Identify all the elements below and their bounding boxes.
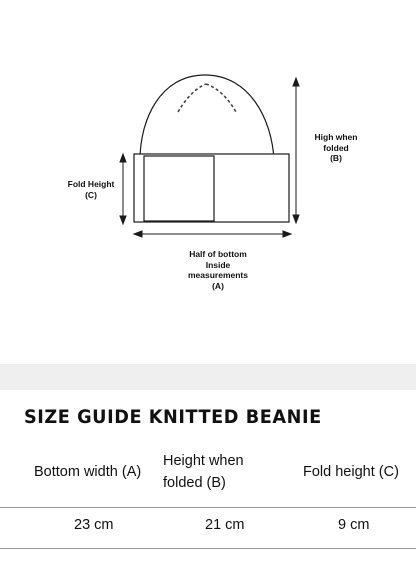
label-half-of-bottom bbox=[168, 249, 268, 291]
half-bottom-line3: measurements bbox=[187, 270, 248, 280]
half-bottom-line1: Half of bottom bbox=[189, 249, 247, 259]
header-fold-height-code: (C) bbox=[378, 464, 399, 480]
section-divider-band bbox=[0, 364, 416, 390]
fold-height-code: (C) bbox=[85, 189, 97, 200]
table-rule-bottom bbox=[0, 548, 416, 549]
header-height-line2: folded bbox=[163, 475, 203, 491]
cell-fold-height: 9 cm bbox=[338, 517, 370, 533]
high-when-folded-line2: folded bbox=[323, 142, 349, 153]
header-bottom-width bbox=[34, 461, 141, 483]
label-fold-height bbox=[58, 179, 124, 200]
high-when-folded-code: (B) bbox=[330, 153, 342, 163]
arrow-bottom-width bbox=[134, 231, 291, 237]
header-fold-height-text: Fold height bbox=[303, 464, 375, 480]
header-bottom-width-text: Bottom width bbox=[34, 464, 118, 480]
beanie-crown-outline bbox=[140, 75, 274, 160]
label-high-when-folded bbox=[306, 132, 366, 164]
half-bottom-line2: Inside bbox=[205, 259, 231, 270]
high-when-folded-line1: High when bbox=[314, 132, 358, 142]
crown-seam-left bbox=[178, 84, 206, 112]
header-height-code: (B) bbox=[206, 475, 226, 491]
arrow-height-when-folded bbox=[293, 78, 299, 223]
header-fold-height bbox=[303, 461, 399, 483]
header-bottom-width-code: (A) bbox=[121, 464, 142, 480]
header-height-line1: Height when bbox=[163, 453, 244, 469]
header-height-when-folded bbox=[163, 450, 244, 494]
table-rule-top bbox=[0, 507, 416, 508]
size-guide-title: SIZE GUIDE KNITTED BEANIE bbox=[24, 406, 322, 428]
fold-height-text: Fold Height bbox=[67, 179, 115, 189]
cell-height-when-folded: 21 cm bbox=[205, 517, 245, 533]
cuff-front-panel bbox=[144, 156, 214, 221]
cell-bottom-width: 23 cm bbox=[74, 517, 114, 533]
half-bottom-code: (A) bbox=[212, 280, 224, 291]
crown-seam-right bbox=[206, 84, 236, 112]
